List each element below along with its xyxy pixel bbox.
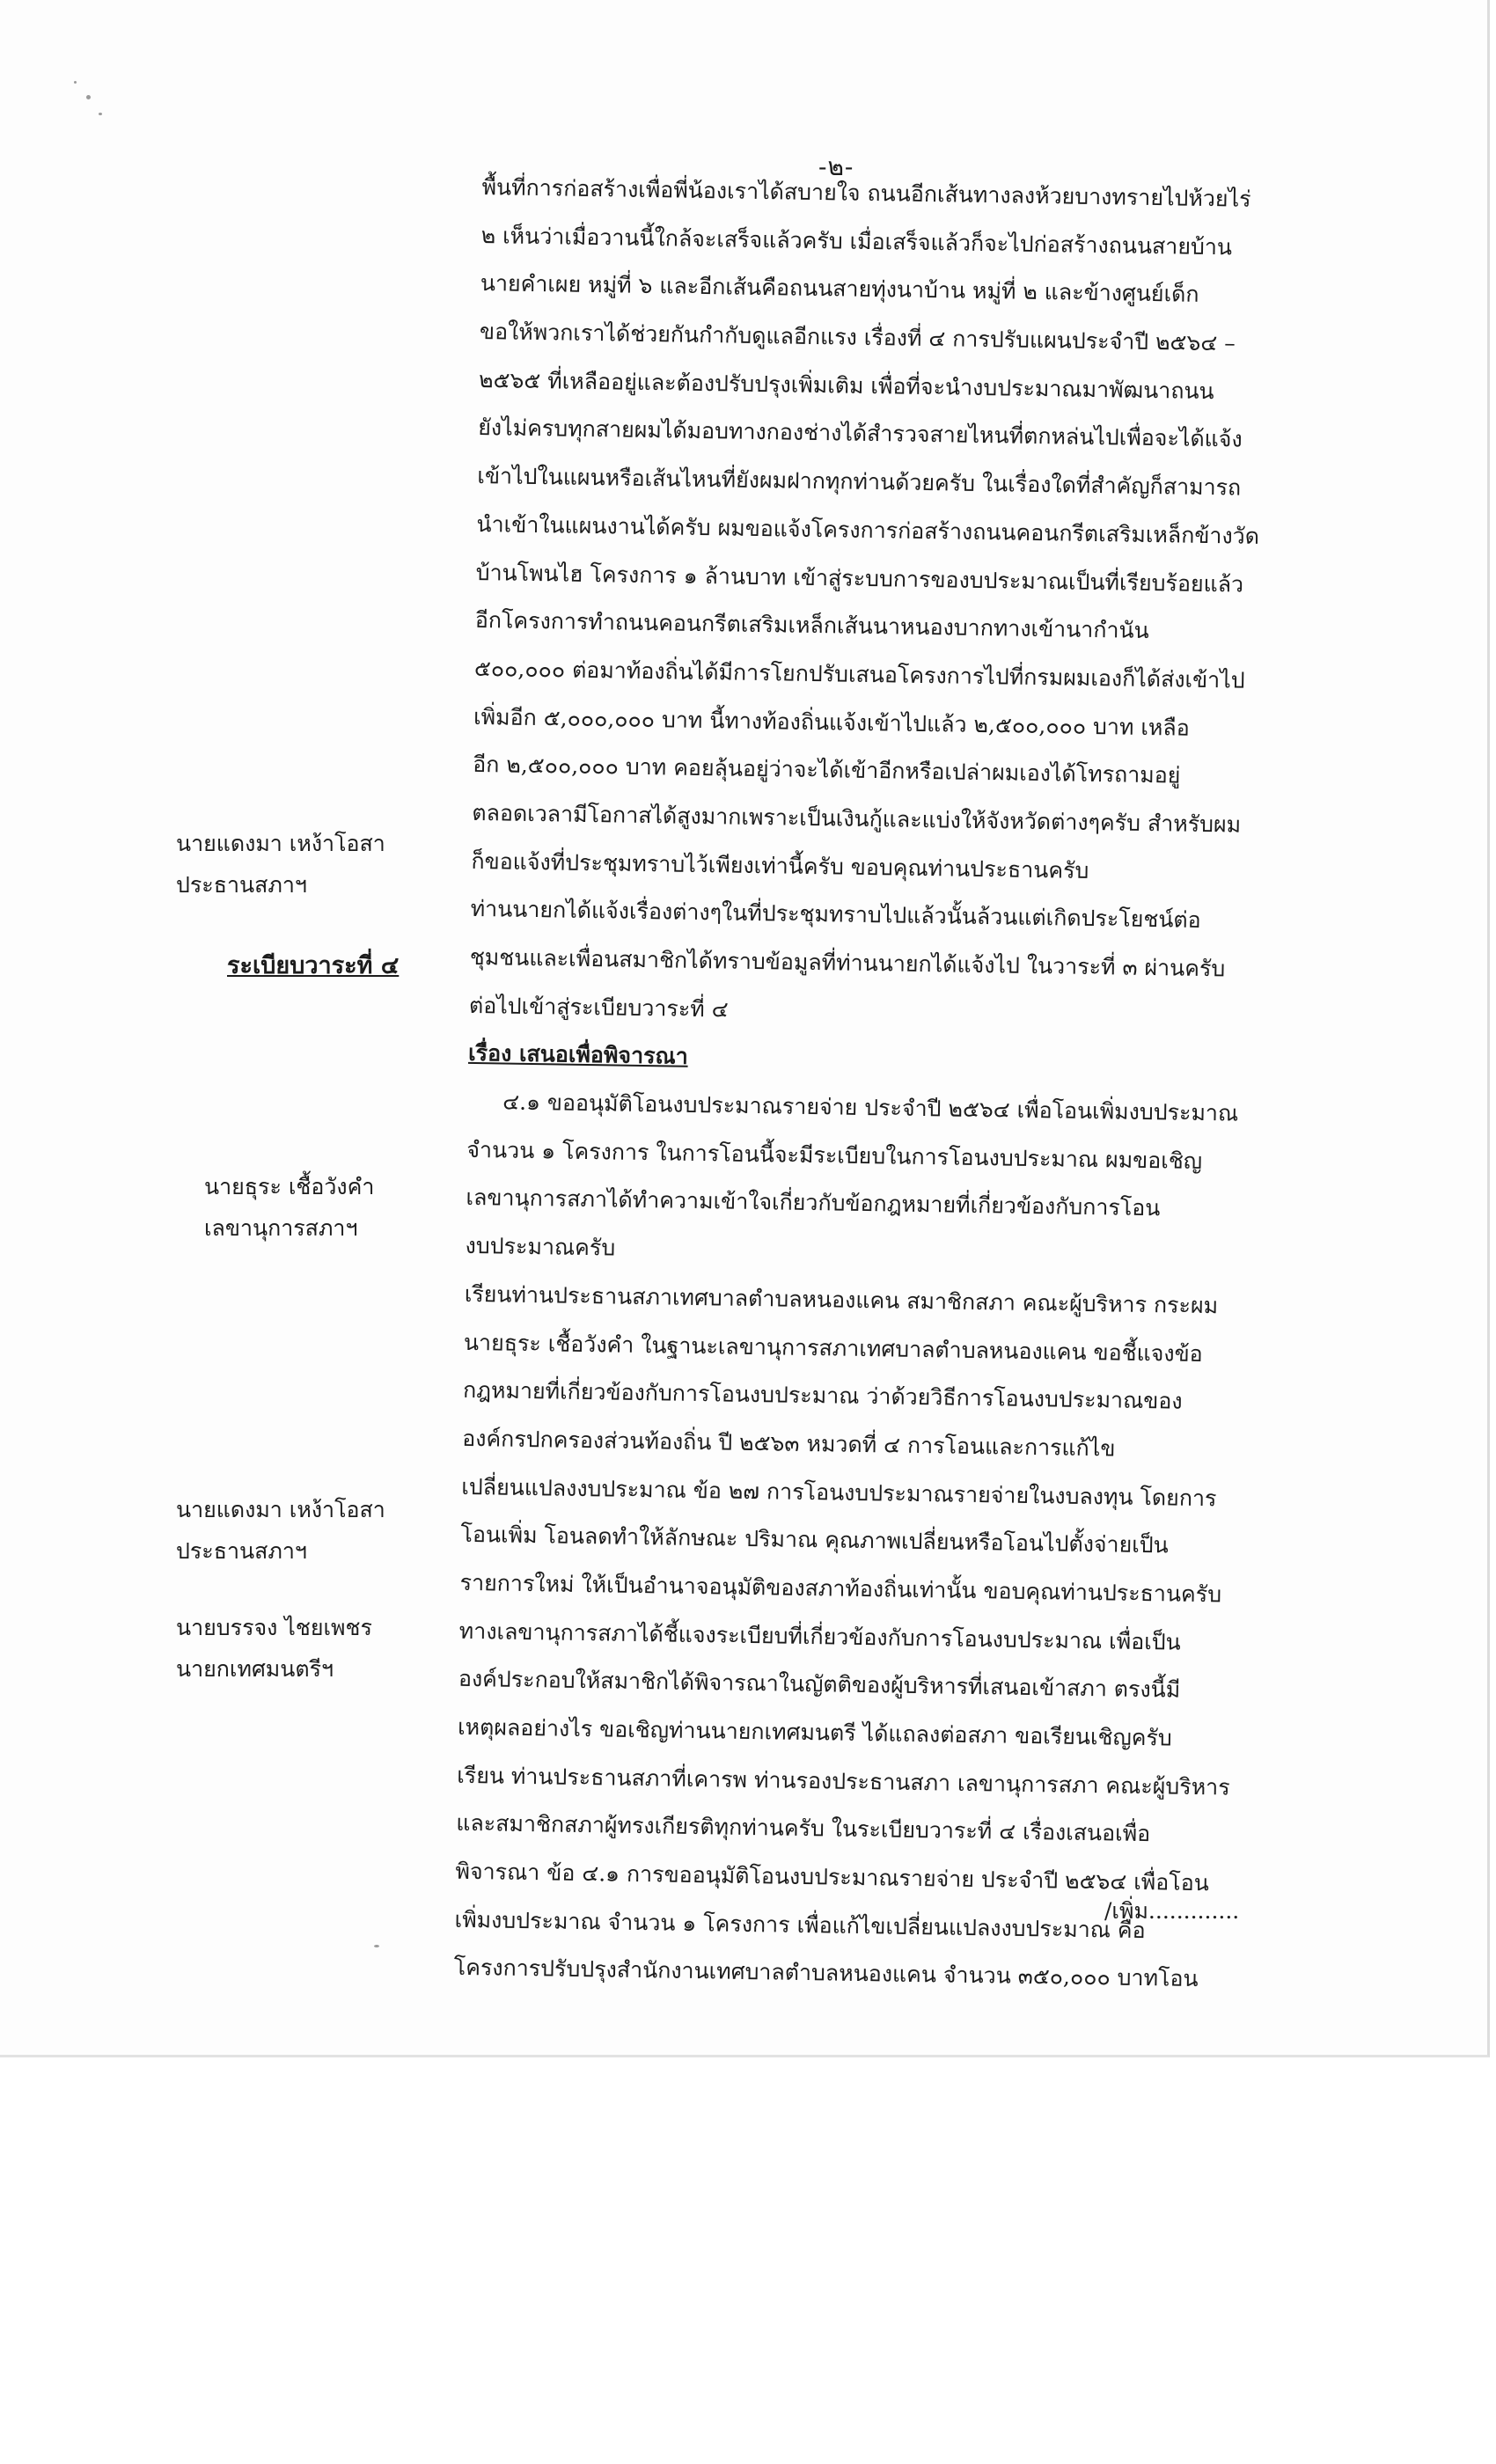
body-line: ๔.๑ ขออนุมัติโอนงบประมาณรายจ่าย ประจำปี ๒๕๖๔ เพื่อโอนเพิ่มงบประมาณ bbox=[502, 1089, 1239, 1126]
body-line: เปลี่ยนแปลงงบประมาณ ข้อ ๒๗ การโอนงบประมาณรายจ่ายในงบลงทุน โดยการ bbox=[461, 1473, 1217, 1511]
body-line: เลขานุการสภาได้ทำความเข้าใจเกี่ยวกับข้อกฎหมายที่เกี่ยวข้องกับการโอน bbox=[466, 1184, 1161, 1221]
speaker-label bbox=[204, 1166, 374, 1249]
scan-speck bbox=[86, 95, 91, 99]
scan-speck bbox=[374, 1945, 379, 1947]
body-line: องค์ประกอบให้สมาชิกได้พิจารณาในญัตติของผู้บริหารที่เสนอเข้าสภา ตรงนี้มี bbox=[458, 1666, 1181, 1703]
body-line: นำเข้าในแผนงานได้ครับ ผมขอแจ้งโครงการก่อสร้างถนนคอนกรีตเสริมเหล็กข้างวัด bbox=[476, 510, 1260, 549]
body-line: ๒ เห็นว่าเมื่อวานนี้ใกล้จะเสร็จแล้วครับ เมื่อเสร็จแล้วก็จะไปก่อสร้างถนนสายบ้าน bbox=[480, 222, 1233, 260]
speaker-role: ประธานสภาฯ bbox=[176, 1538, 307, 1564]
body-line: นายธุระ เชื้อวังคำ ในฐานะเลขานุการสภาเทศบาลตำบลหนองแคน ขอชี้แจงข้อ bbox=[463, 1329, 1203, 1367]
scan-speck bbox=[99, 113, 102, 115]
speaker-label bbox=[176, 1489, 385, 1572]
body-line: ท่านนายกได้แจ้งเรื่องต่างๆในที่ประชุมทราบไปแล้วนั้นล้วนแต่เกิดประโยชน์ต่อ bbox=[470, 896, 1201, 934]
body-line: และสมาชิกสภาผู้ทรงเกียรติทุกท่านครับ ในระเบียบวาระที่ ๔ เรื่องเสนอเพื่อ bbox=[456, 1810, 1151, 1847]
body-line: เรียน ท่านประธานสภาที่เคารพ ท่านรองประธานสภา เลขานุการสภา คณะผู้บริหาร bbox=[457, 1762, 1230, 1800]
body-line: ๒๕๖๕ ที่เหลืออยู่และต้องปรับปรุงเพิ่มเติม เพื่อที่จะนำงบประมาณมาพัฒนาถนน bbox=[478, 366, 1214, 404]
body-line: รายการใหม่ ให้เป็นอำนาจอนุมัติของสภาท้องถิ่นเท่านั้น ขอบคุณท่านประธานครับ bbox=[459, 1569, 1222, 1608]
body-line: ชุมชนและเพื่อนสมาชิกได้ทราบข้อมูลที่ท่านนายกได้แจ้งไป ในวาระที่ ๓ ผ่านครับ bbox=[469, 943, 1226, 982]
body-line: เรียนท่านประธานสภาเทศบาลตำบลหนองแคน สมาชิกสภา คณะผู้บริหาร กระผม bbox=[464, 1280, 1219, 1319]
body-text bbox=[453, 164, 1371, 2006]
body-line: โครงการปรับปรุงสำนักงานเทศบาลตำบลหนองแคน จำนวน ๓๕๐,๐๐๐ บาทโอน bbox=[453, 1954, 1199, 1992]
body-line: ๕๐๐,๐๐๐ ต่อมาท้องถิ่นได้มีการโยกปรับเสนอโครงการไปที่กรมผมเองก็ได้ส่งเข้าไป bbox=[473, 655, 1245, 693]
speaker-name: นายบรรจง ไชยเพชร bbox=[176, 1615, 372, 1640]
page-number: -๒- bbox=[818, 152, 854, 181]
body-line: โอนเพิ่ม โอนลดทำให้ลักษณะ ปริมาณ คุณภาพเปลี่ยนหรือโอนไปตั้งจ่ายเป็น bbox=[460, 1522, 1169, 1558]
speaker-name: นายแดงมา เหง้าโอสา bbox=[176, 831, 385, 856]
body-line: ยังไม่ครบทุกสายผมได้มอบทางกองช่างได้สำรวจสายไหนที่ตกหล่นไปเพื่อจะได้แจ้ง bbox=[478, 414, 1243, 453]
speaker-role: ประธานสภาฯ bbox=[176, 872, 307, 898]
agenda-label: ระเบียบวาระที่ ๔ bbox=[227, 952, 400, 979]
body-line: ต่อไปเข้าสู่ระเบียบวาระที่ ๔ bbox=[468, 992, 729, 1023]
continuation-marker: /เพิ่ม............. bbox=[1104, 1898, 1240, 1924]
scan-speck bbox=[74, 81, 77, 84]
speaker-name: นายแดงมา เหง้าโอสา bbox=[176, 1497, 385, 1522]
body-line: อีก ๒,๕๐๐,๐๐๐ บาท คอยลุ้นอยู่ว่าจะได้เข้าอีกหรือเปล่าผมเองได้โทรถามอยู่ bbox=[473, 752, 1181, 788]
body-line: บ้านโพนไฮ โครงการ ๑ ล้านบาท เข้าสู่ระบบการของบประมาณเป็นที่เรียบร้อยแล้ว bbox=[475, 559, 1244, 598]
body-line: ทางเลขานุการสภาได้ชี้แจงระเบียบที่เกี่ยวข้องกับการโอนงบประมาณ เพื่อเป็น bbox=[458, 1617, 1181, 1655]
body-line: ตลอดเวลามีโอกาสได้สูงมากเพราะเป็นเงินกู้และแบ่งให้จังหวัดต่างๆครับ สำหรับผม bbox=[472, 799, 1242, 838]
speaker-name: นายธุระ เชื้อวังคำ bbox=[204, 1174, 375, 1199]
body-line: เพิ่มอีก ๕,๐๐๐,๐๐๐ บาท นี้ทางท้องถิ่นแจ้งเข้าไปแล้ว ๒,๕๐๐,๐๐๐ บาท เหลือ bbox=[473, 703, 1190, 741]
speaker-role: นายกเทศมนตรีฯ bbox=[176, 1656, 334, 1682]
body-line: จำนวน ๑ โครงการ ในการโอนนี้จะมีระเบียบในการโอนงบประมาณ ผมขอเชิญ bbox=[466, 1136, 1203, 1174]
body-line: ขอให้พวกเราได้ช่วยกันกำกับดูแลอีกแรง เรื่องที่ ๔ การปรับแผนประจำปี ๒๕๖๔ – bbox=[479, 319, 1236, 356]
speaker-role: เลขานุการสภาฯ bbox=[204, 1215, 358, 1241]
body-line: พิจารณา ข้อ ๔.๑ การขออนุมัติโอนงบประมาณรายจ่าย ประจำปี ๒๕๖๔ เพื่อโอน bbox=[455, 1858, 1210, 1896]
body-line: เพิ่มงบประมาณ จำนวน ๑ โครงการ เพื่อแก้ไขเปลี่ยนแปลงงบประมาณ คือ bbox=[454, 1906, 1146, 1943]
body-line: องค์กรปกครองส่วนท้องถิ่น ปี ๒๕๖๓ หมวดที่ ๔ การโอนและการแก้ไข bbox=[462, 1425, 1116, 1462]
body-line: เหตุผลอย่างไร ขอเชิญท่านนายกเทศมนตรี ได้แถลงต่อสภา ขอเรียนเชิญครับ bbox=[457, 1713, 1173, 1751]
speaker-label bbox=[176, 1607, 372, 1690]
agenda-topic: เรื่อง เสนอเพื่อพิจารณา bbox=[467, 1040, 688, 1070]
speaker-label bbox=[176, 823, 385, 906]
body-line: อีกโครงการทำถนนคอนกรีตเสริมเหล็กเส้นนาหนองบากทางเข้านากำนัน bbox=[474, 607, 1149, 644]
body-line: พื้นที่การก่อสร้างเพื่อพี่น้องเราได้สบายใจ ถนนอีกเส้นทางลงห้วยบางทรายไปห้วยไร่ bbox=[481, 173, 1251, 212]
body-line: กฎหมายที่เกี่ยวข้องกับการโอนงบประมาณ ว่าด้วยวิธีการโอนงบประมาณของ bbox=[462, 1377, 1183, 1414]
body-line: นายคำเผย หมู่ที่ ๖ และอีกเส้นคือถนนสายทุ่งนาบ้าน หมู่ที่ ๒ และข้างศูนย์เด็ก bbox=[480, 270, 1199, 308]
body-line: ก็ขอแจ้งที่ประชุมทราบไว้เพียงเท่านี้ครับ ขอบคุณท่านประธานครับ bbox=[471, 847, 1089, 884]
body-line: งบประมาณครับ bbox=[465, 1232, 616, 1261]
body-line: เข้าไปในแผนหรือเส้นไหนที่ยังผมฝากทุกท่านด้วยครับ ในเรื่องใดที่สำคัญก็สามารถ bbox=[477, 463, 1242, 501]
